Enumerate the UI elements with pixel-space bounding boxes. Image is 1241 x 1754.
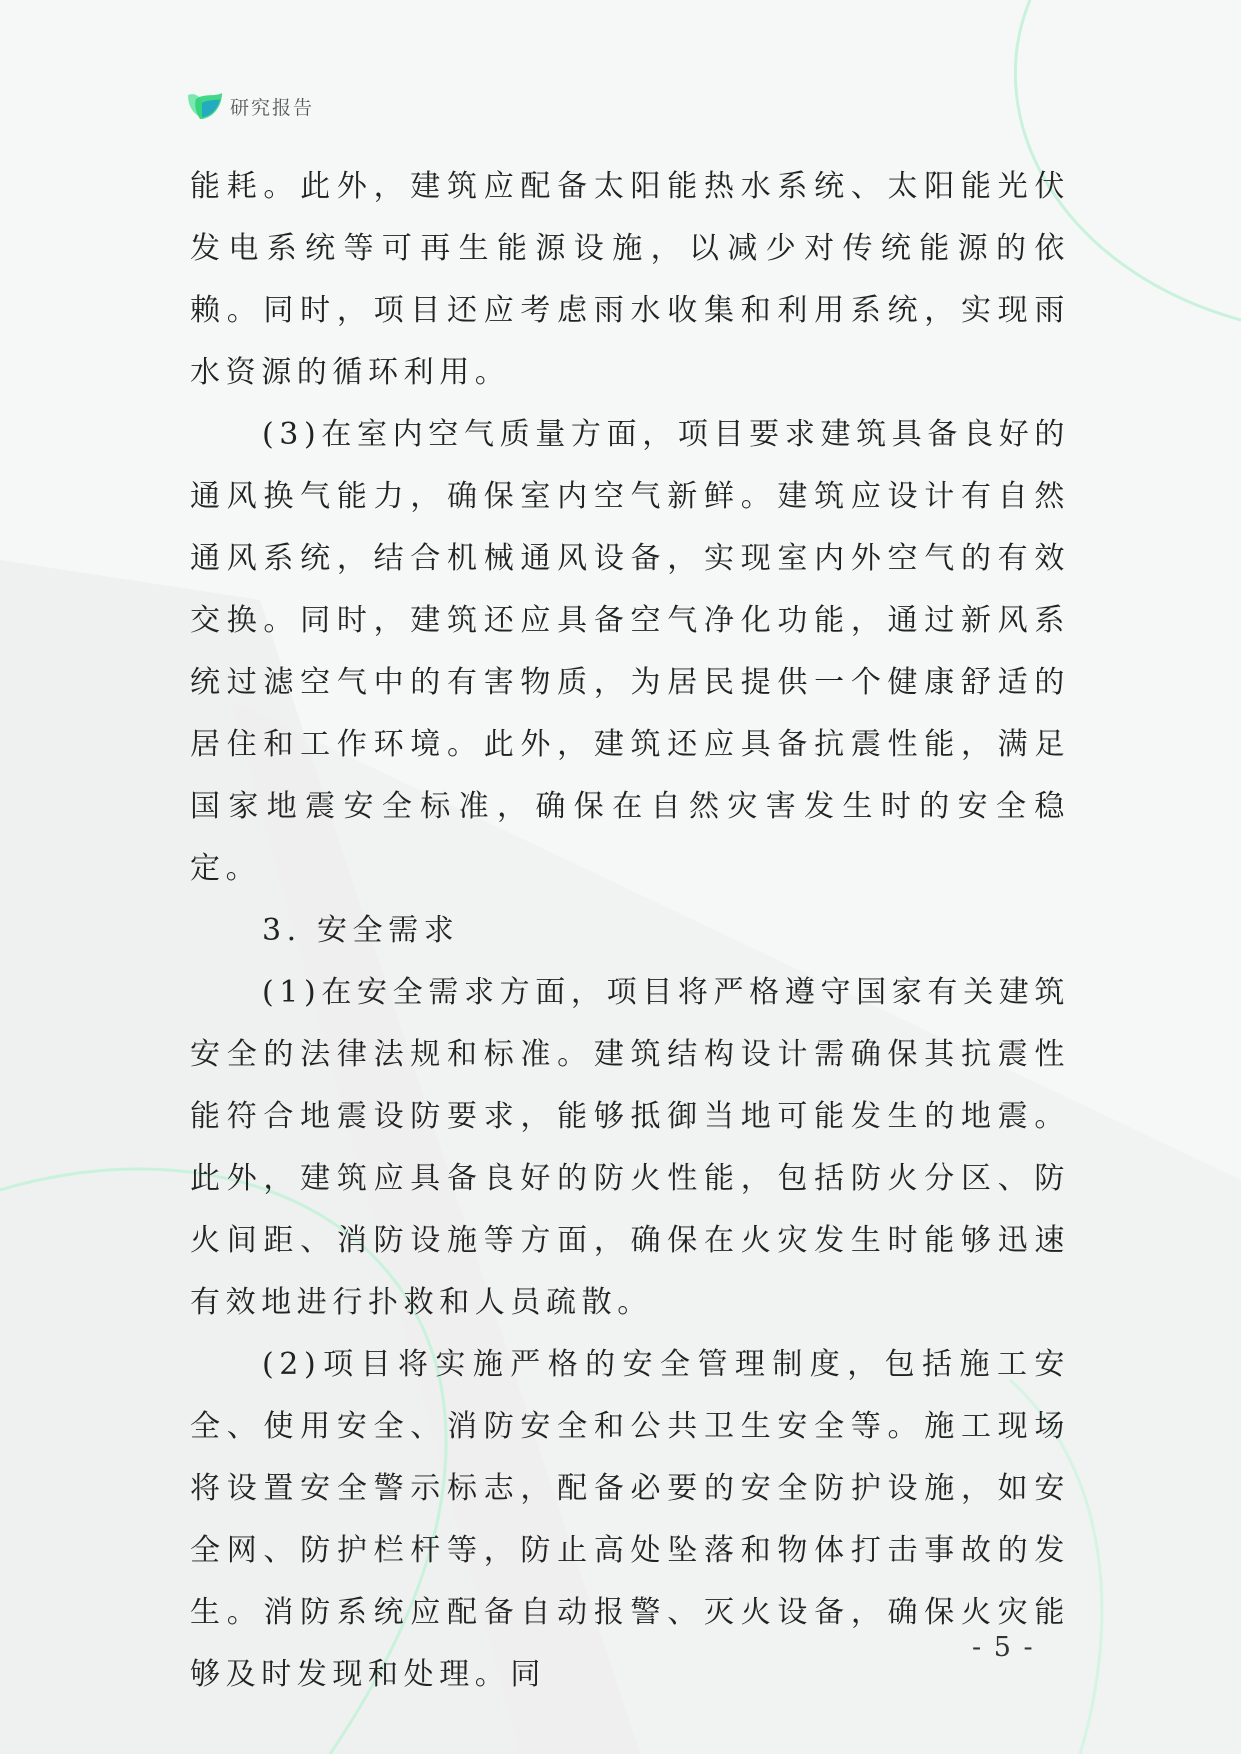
- header-title: 研究报告: [230, 96, 315, 119]
- document-body: [190, 156, 1070, 1706]
- paragraph-safety-requirements-1: (1)在安全需求方面，项目将严格遵守国家有关建筑安全的法律法规和标准。建筑结构设计需确保其抗震性能符合地震设防要求，能够抵御当地可能发生的地震。此外，建筑应具备良好的防火性能，包括防火分区、防火间距、消防设施等方面，确保在火灾发生时能够迅速有效地进行扑救和人员疏散。: [190, 975, 1070, 1320]
- paragraph-safety-requirements-2: (2)项目将实施严格的安全管理制度，包括施工安全、使用安全、消防安全和公共卫生安全等。施工现场将设置安全警示标志，配备必要的安全防护设施，如安全网、防护栏杆等，防止高处坠落和物体打击事故的发生。消防系统应配备自动报警、灭火设备，确保火灾能够及时发现和处理。同: [190, 1347, 1070, 1692]
- paragraph-energy-continuation: 能耗。此外，建筑应配备太阳能热水系统、太阳能光伏发电系统等可再生能源设施，以减少对传统能源的依赖。同时，项目还应考虑雨水收集和利用系统，实现雨水资源的循环利用。: [190, 169, 1070, 390]
- section-heading-safety: 3. 安全需求: [262, 913, 460, 948]
- paragraph-indoor-air-quality: (3)在室内空气质量方面，项目要求建筑具备良好的通风换气能力，确保室内空气新鲜。建筑应设计有自然通风系统，结合机械通风设备，实现室内外空气的有效交换。同时，建筑还应具备空气净化功能，通过新风系统过滤空气中的有害物质，为居民提供一个健康舒适的居住和工作环境。此外，建筑还应具备抗震性能，满足国家地震安全标准，确保在自然灾害发生时的安全稳定。: [190, 417, 1070, 886]
- leaf-logo-icon: [186, 89, 224, 123]
- page-number: - 5 -: [972, 1632, 1035, 1663]
- report-header: [186, 86, 314, 126]
